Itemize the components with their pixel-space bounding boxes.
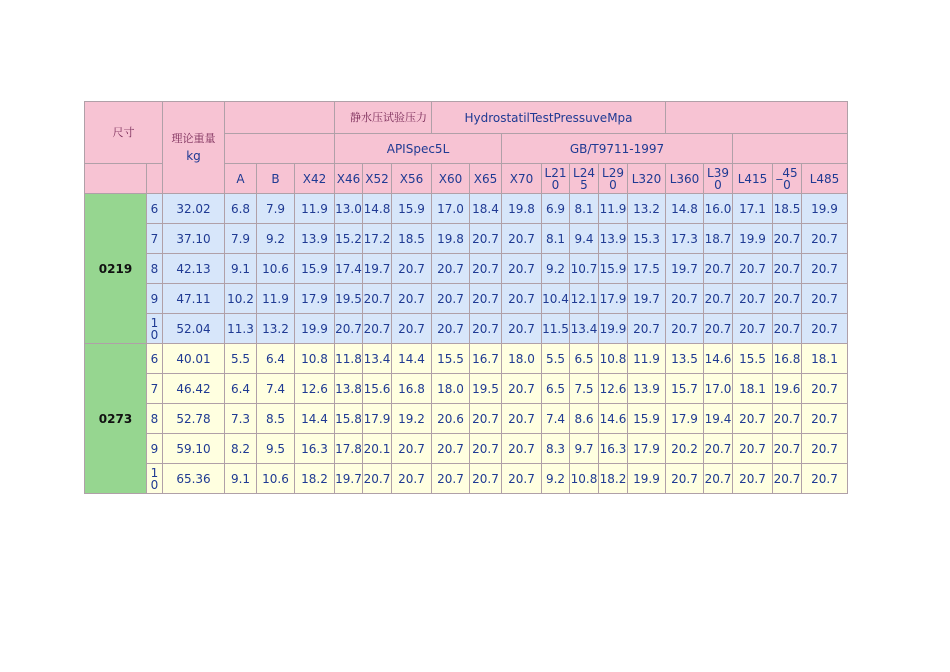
pressure-cell: 20.7 — [733, 284, 773, 314]
size-cell: 0273 — [85, 344, 147, 494]
pressure-cell: 18.7 — [704, 224, 733, 254]
pressure-cell: 12.6 — [599, 374, 628, 404]
pressure-cell: 20.7 — [733, 314, 773, 344]
pressure-cell: 8.6 — [570, 404, 599, 434]
weight-cell: 40.01 — [163, 344, 225, 374]
grade-header: L360 — [666, 164, 704, 194]
pressure-cell: 20.7 — [392, 284, 432, 314]
pressure-cell: 19.9 — [599, 314, 628, 344]
pressure-cell: 13.4 — [570, 314, 599, 344]
pressure-cell: 14.8 — [666, 194, 704, 224]
pressure-cell: 17.9 — [295, 284, 335, 314]
pressure-cell: 13.9 — [599, 224, 628, 254]
pressure-cell: 20.7 — [628, 314, 666, 344]
weight-label: 理论重量 — [171, 132, 216, 145]
table-row — [85, 194, 848, 224]
weight-cell: 52.78 — [163, 404, 225, 434]
size-cell: 0219 — [85, 194, 147, 344]
pressure-cell: 17.1 — [733, 194, 773, 224]
pressure-cell: 17.5 — [628, 254, 666, 284]
pressure-cell: 19.9 — [733, 224, 773, 254]
weight-cell: 65.36 — [163, 464, 225, 494]
pressure-cell: 20.7 — [802, 404, 848, 434]
pressure-cell: 18.5 — [392, 224, 432, 254]
pressure-cell: 20.7 — [470, 404, 502, 434]
pressure-cell: 19.7 — [363, 254, 392, 284]
table-row — [85, 374, 848, 404]
grade-header: X46 — [335, 164, 363, 194]
pressure-cell: 20.7 — [773, 224, 802, 254]
pressure-cell: 19.8 — [502, 194, 542, 224]
pressure-cell: 13.0 — [335, 194, 363, 224]
pressure-cell: 6.9 — [542, 194, 570, 224]
pressure-cell: 5.5 — [225, 344, 257, 374]
pressure-cell: 15.2 — [335, 224, 363, 254]
pressure-cell: 20.7 — [773, 284, 802, 314]
api-standard: APISpec5L — [335, 134, 502, 164]
grade-header: X60 — [432, 164, 470, 194]
pressure-cell: 12.6 — [295, 374, 335, 404]
pressure-cell: 20.7 — [802, 254, 848, 284]
pressure-cell: 6.5 — [570, 344, 599, 374]
pressure-cell: 11.5 — [542, 314, 570, 344]
pressure-cell: 9.2 — [542, 254, 570, 284]
pressure-cell: 17.9 — [599, 284, 628, 314]
pressure-cell: 20.7 — [704, 464, 733, 494]
weight-unit: kg — [186, 149, 201, 163]
thickness-cell: 6 — [147, 344, 163, 374]
pressure-cell: 11.9 — [257, 284, 295, 314]
pressure-cell: 18.4 — [470, 194, 502, 224]
pressure-cell: 20.7 — [733, 254, 773, 284]
pressure-cell: 20.7 — [502, 404, 542, 434]
pressure-cell: 9.1 — [225, 464, 257, 494]
pressure-cell: 5.5 — [542, 344, 570, 374]
pressure-cell: 16.0 — [704, 194, 733, 224]
pressure-cell: 18.0 — [432, 374, 470, 404]
pressure-cell: 20.7 — [666, 464, 704, 494]
pressure-cell: 14.6 — [599, 404, 628, 434]
pressure-cell: 6.4 — [257, 344, 295, 374]
table-row — [85, 344, 848, 374]
thickness-cell: 9 — [147, 434, 163, 464]
pressure-cell: 7.4 — [257, 374, 295, 404]
pressure-cell: 20.7 — [502, 254, 542, 284]
pressure-cell: 20.1 — [363, 434, 392, 464]
pressure-cell: 15.8 — [335, 404, 363, 434]
pressure-cell: 15.3 — [628, 224, 666, 254]
pressure-cell: 13.2 — [628, 194, 666, 224]
pressure-cell: 8.5 — [257, 404, 295, 434]
pressure-cell: 8.1 — [570, 194, 599, 224]
pressure-cell: 13.4 — [363, 344, 392, 374]
pressure-cell: 7.9 — [225, 224, 257, 254]
pressure-cell: 16.3 — [599, 434, 628, 464]
pressure-cell: 19.8 — [432, 224, 470, 254]
pressure-cell: 14.4 — [392, 344, 432, 374]
pressure-cell: 14.4 — [295, 404, 335, 434]
thickness-cell: 8 — [147, 404, 163, 434]
pressure-cell: 19.7 — [666, 254, 704, 284]
pressure-cell: 20.7 — [432, 434, 470, 464]
pressure-cell: 20.7 — [704, 434, 733, 464]
pressure-cell: 17.0 — [704, 374, 733, 404]
pressure-cell: 18.2 — [599, 464, 628, 494]
pressure-cell: 19.7 — [335, 464, 363, 494]
pressure-cell: 20.7 — [802, 434, 848, 464]
thickness-cell: 6 — [147, 194, 163, 224]
pressure-cell: 20.7 — [773, 254, 802, 284]
pressure-cell: 10.6 — [257, 254, 295, 284]
pressure-cell: 17.2 — [363, 224, 392, 254]
pressure-cell: 19.5 — [470, 374, 502, 404]
grade-header: L290 — [599, 164, 628, 194]
pressure-cell: 6.5 — [542, 374, 570, 404]
pressure-cell: 20.7 — [363, 464, 392, 494]
weight-cell: 47.11 — [163, 284, 225, 314]
pressure-cell: 10.8 — [295, 344, 335, 374]
pressure-cell: 11.3 — [225, 314, 257, 344]
pressure-cell: 20.7 — [432, 464, 470, 494]
gb-standard: GB/T9711-1997 — [502, 134, 733, 164]
grade-header: L320 — [628, 164, 666, 194]
pressure-cell: 15.9 — [392, 194, 432, 224]
pressure-cell: 20.7 — [733, 464, 773, 494]
pressure-cell: 20.7 — [502, 434, 542, 464]
pressure-cell: 20.7 — [773, 464, 802, 494]
pressure-cell: 8.1 — [542, 224, 570, 254]
pressure-cell: 20.7 — [802, 314, 848, 344]
pressure-cell: 13.9 — [628, 374, 666, 404]
pressure-cell: 10.7 — [570, 254, 599, 284]
pressure-cell: 11.9 — [628, 344, 666, 374]
grade-header: L485 — [802, 164, 848, 194]
pressure-cell: 20.7 — [470, 314, 502, 344]
pressure-cell: 20.7 — [502, 374, 542, 404]
pressure-cell: 18.1 — [733, 374, 773, 404]
pressure-cell: 17.9 — [666, 404, 704, 434]
table-row — [85, 224, 848, 254]
grade-header: B — [257, 164, 295, 194]
table-row — [85, 254, 848, 284]
pressure-cell: 9.5 — [257, 434, 295, 464]
pressure-cell: 20.7 — [392, 254, 432, 284]
pressure-cell: 13.9 — [295, 224, 335, 254]
thickness-cell: 10 — [147, 464, 163, 494]
pressure-cell: 19.9 — [295, 314, 335, 344]
pressure-cell: 20.7 — [470, 224, 502, 254]
pressure-cell: 18.0 — [502, 344, 542, 374]
pressure-cell: 20.7 — [802, 464, 848, 494]
thickness-cell: 7 — [147, 374, 163, 404]
pressure-cell: 6.8 — [225, 194, 257, 224]
weight-header — [163, 102, 225, 194]
pressure-cell: 20.7 — [502, 224, 542, 254]
pressure-cell: 15.7 — [666, 374, 704, 404]
pressure-cell: 17.3 — [666, 224, 704, 254]
pressure-cell: 11.9 — [599, 194, 628, 224]
weight-cell: 37.10 — [163, 224, 225, 254]
pressure-cell: 20.7 — [470, 254, 502, 284]
pressure-cell: 20.7 — [470, 434, 502, 464]
pressure-cell: 20.7 — [802, 224, 848, 254]
pressure-cell: 8.2 — [225, 434, 257, 464]
pressure-cell: 20.7 — [802, 284, 848, 314]
pressure-cell: 10.8 — [570, 464, 599, 494]
thickness-cell: 9 — [147, 284, 163, 314]
pressure-cell: 20.7 — [502, 284, 542, 314]
pressure-cell: 20.7 — [363, 284, 392, 314]
pressure-cell: 13.2 — [257, 314, 295, 344]
pressure-cell: 19.6 — [773, 374, 802, 404]
pressure-cell: 20.7 — [733, 404, 773, 434]
pressure-cell: 17.8 — [335, 434, 363, 464]
pressure-cell: 20.7 — [502, 464, 542, 494]
pressure-cell: 20.7 — [502, 314, 542, 344]
grade-header: X70 — [502, 164, 542, 194]
pressure-cell: 10.4 — [542, 284, 570, 314]
pressure-cell: 19.2 — [392, 404, 432, 434]
size-header: 尺寸 — [85, 102, 163, 164]
pressure-cell: 19.9 — [802, 194, 848, 224]
pressure-cell: 10.6 — [257, 464, 295, 494]
thickness-cell: 10 — [147, 314, 163, 344]
pressure-cell: 6.4 — [225, 374, 257, 404]
pressure-cell: 15.5 — [432, 344, 470, 374]
weight-cell: 52.04 — [163, 314, 225, 344]
pressure-cell: 11.8 — [335, 344, 363, 374]
pressure-cell: 19.7 — [628, 284, 666, 314]
grade-header: X52 — [363, 164, 392, 194]
pressure-cell: 20.7 — [470, 284, 502, 314]
weight-cell: 42.13 — [163, 254, 225, 284]
thickness-cell: 7 — [147, 224, 163, 254]
pressure-cell: 20.7 — [363, 314, 392, 344]
hydro-test-cn: 静水压试验压力 — [335, 102, 432, 134]
weight-cell: 32.02 — [163, 194, 225, 224]
pressure-cell: 15.9 — [295, 254, 335, 284]
pressure-cell: 19.5 — [335, 284, 363, 314]
pressure-cell: 13.8 — [335, 374, 363, 404]
grade-header: L415 — [733, 164, 773, 194]
pressure-cell: 20.7 — [773, 404, 802, 434]
pressure-cell: 18.5 — [773, 194, 802, 224]
pressure-cell: 7.5 — [570, 374, 599, 404]
pressure-cell: 20.2 — [666, 434, 704, 464]
pressure-cell: 19.4 — [704, 404, 733, 434]
pressure-cell: 20.7 — [392, 464, 432, 494]
pressure-cell: 20.6 — [432, 404, 470, 434]
pressure-cell: 10.8 — [599, 344, 628, 374]
pressure-cell: 15.9 — [628, 404, 666, 434]
pressure-cell: 17.0 — [432, 194, 470, 224]
pressure-cell: 20.7 — [704, 254, 733, 284]
pressure-cell: 8.3 — [542, 434, 570, 464]
table-row — [85, 314, 848, 344]
pressure-cell: 20.7 — [392, 434, 432, 464]
grade-header: _450 — [773, 164, 802, 194]
pressure-cell: 19.9 — [628, 464, 666, 494]
pressure-cell: 20.7 — [666, 314, 704, 344]
grade-header: L245 — [570, 164, 599, 194]
pressure-cell: 18.2 — [295, 464, 335, 494]
pressure-cell: 20.7 — [432, 314, 470, 344]
pressure-cell: 9.2 — [257, 224, 295, 254]
grade-header: L390 — [704, 164, 733, 194]
pressure-cell: 20.7 — [733, 434, 773, 464]
pressure-cell: 14.6 — [704, 344, 733, 374]
weight-cell: 59.10 — [163, 434, 225, 464]
grade-header: A — [225, 164, 257, 194]
weight-cell: 46.42 — [163, 374, 225, 404]
pressure-cell: 14.8 — [363, 194, 392, 224]
pressure-cell: 20.7 — [470, 464, 502, 494]
pressure-cell: 16.8 — [773, 344, 802, 374]
pressure-cell: 9.7 — [570, 434, 599, 464]
pressure-cell: 9.2 — [542, 464, 570, 494]
grade-header: X42 — [295, 164, 335, 194]
pressure-cell: 16.3 — [295, 434, 335, 464]
table-row — [85, 284, 848, 314]
pressure-cell: 16.7 — [470, 344, 502, 374]
pressure-cell: 13.5 — [666, 344, 704, 374]
pressure-cell: 15.9 — [599, 254, 628, 284]
pressure-cell: 10.2 — [225, 284, 257, 314]
grade-header: L210 — [542, 164, 570, 194]
pressure-cell: 20.7 — [773, 314, 802, 344]
pressure-cell: 9.4 — [570, 224, 599, 254]
hydrostatic-pressure-table — [84, 101, 848, 494]
table-row — [85, 434, 848, 464]
pressure-cell: 7.4 — [542, 404, 570, 434]
pressure-cell: 20.7 — [773, 434, 802, 464]
pressure-cell: 20.7 — [802, 374, 848, 404]
pressure-cell: 20.7 — [666, 284, 704, 314]
pressure-cell: 20.7 — [392, 314, 432, 344]
pressure-cell: 20.7 — [335, 314, 363, 344]
pressure-cell: 9.1 — [225, 254, 257, 284]
pressure-cell: 20.7 — [704, 284, 733, 314]
pressure-cell: 7.3 — [225, 404, 257, 434]
pressure-cell: 18.1 — [802, 344, 848, 374]
table-row — [85, 464, 848, 494]
pressure-cell: 20.7 — [432, 284, 470, 314]
pressure-cell: 17.9 — [628, 434, 666, 464]
pressure-cell: 17.4 — [335, 254, 363, 284]
grade-header: X56 — [392, 164, 432, 194]
table-row — [85, 404, 848, 434]
hydro-test-en: HydrostatilTestPressuveMpa — [432, 102, 666, 134]
pressure-cell: 17.9 — [363, 404, 392, 434]
pressure-cell: 12.1 — [570, 284, 599, 314]
pressure-cell: 11.9 — [295, 194, 335, 224]
grade-header: X65 — [470, 164, 502, 194]
thickness-cell: 8 — [147, 254, 163, 284]
pressure-cell: 20.7 — [432, 254, 470, 284]
pressure-cell: 7.9 — [257, 194, 295, 224]
pressure-cell: 20.7 — [704, 314, 733, 344]
pressure-cell: 16.8 — [392, 374, 432, 404]
pressure-cell: 15.6 — [363, 374, 392, 404]
pressure-cell: 15.5 — [733, 344, 773, 374]
